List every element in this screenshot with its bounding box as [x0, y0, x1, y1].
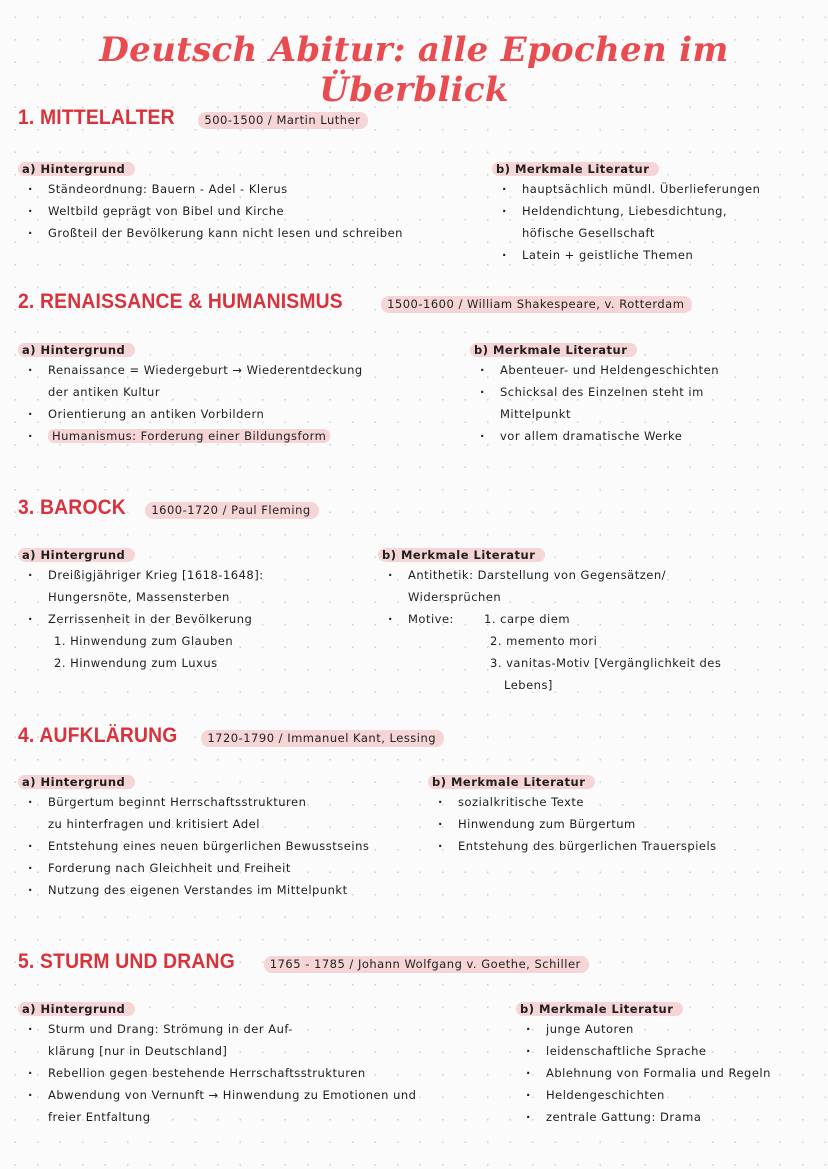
list-item: · Latein + geistliche Themen — [492, 244, 760, 266]
list-item: Widersprüchen — [408, 590, 502, 604]
list-item: · Nutzung des eigenen Verstandes im Mittelpunkt — [18, 879, 369, 901]
section-sturm-und-drang-merkmale — [516, 1002, 771, 1128]
subheading-merkmale: b) Merkmale Literatur — [470, 343, 637, 357]
section-barock-header — [18, 496, 319, 520]
list-item: · Sturm und Drang: Strömung in der Auf- — [18, 1018, 416, 1040]
section-mittelalter-merkmale — [492, 162, 760, 266]
list-item: · Orientierung an antiken Vorbildern — [18, 403, 363, 425]
subheading-merkmale: b) Merkmale Literatur — [378, 548, 545, 562]
section-barock-merkmale — [378, 548, 721, 696]
section-renaissance-header — [18, 290, 692, 314]
list-item: Mittelpunkt — [500, 407, 571, 421]
list-item: 1. Hinwendung zum Glauben — [54, 634, 234, 648]
list-item: · zentrale Gattung: Drama — [516, 1106, 771, 1128]
subheading-hintergrund: a) Hintergrund — [18, 548, 135, 562]
list-item: · Rebellion gegen bestehende Herrschaftsstrukturen — [18, 1062, 416, 1084]
section-title: 1. MITTELALTER — [18, 106, 175, 129]
section-renaissance-hintergrund — [18, 343, 363, 447]
list-item: · sozialkritische Texte — [428, 791, 717, 813]
section-sturm-und-drang-header — [18, 950, 589, 974]
list-item: klärung [nur in Deutschland] — [48, 1044, 228, 1058]
list-item: · Hinwendung zum Bürgertum — [428, 813, 717, 835]
list-item: der antiken Kultur — [48, 385, 161, 399]
list-item: · leidenschaftliche Sprache — [516, 1040, 771, 1062]
section-meta: 1600-1720 / Paul Fleming — [145, 502, 318, 519]
list-item: zu hinterfragen und kritisiert Adel — [48, 817, 260, 831]
list-item: · Heldendichtung, Liebesdichtung, — [492, 200, 760, 222]
list-item: höfische Gesellschaft — [522, 226, 655, 240]
list-item: · Weltbild geprägt von Bibel und Kirche — [18, 200, 403, 222]
list-item: · Antithetik: Darstellung von Gegensätzen/ — [378, 564, 721, 586]
list-item: 2. Hinwendung zum Luxus — [54, 656, 218, 670]
subheading-hintergrund: a) Hintergrund — [18, 343, 135, 357]
highlighted-text: Humanismus: Forderung einer Bildungsform — [48, 429, 330, 443]
page-title: Deutsch Abitur: alle Epochen im Überblick — [99, 30, 729, 110]
section-title: 3. BAROCK — [18, 496, 126, 519]
section-title: 5. STURM UND DRANG — [18, 950, 235, 973]
list-item: · Forderung nach Gleichheit und Freiheit — [18, 857, 369, 879]
list-item: · hauptsächlich mündl. Überlieferungen — [492, 178, 760, 200]
list-item: · Ablehnung von Formalia und Regeln — [516, 1062, 771, 1084]
list-item: · Abwendung von Vernunft → Hinwendung zu Emotionen und — [18, 1084, 416, 1106]
section-aufklaerung-hintergrund — [18, 775, 369, 901]
list-item — [18, 425, 363, 447]
list-item: · Renaissance = Wiedergeburt → Wiederentdeckung — [18, 359, 363, 381]
list-item: · Abenteuer- und Heldengeschichten — [470, 359, 719, 381]
list-item: · Großteil der Bevölkerung kann nicht lesen und schreiben — [18, 222, 403, 244]
list-item: · Schicksal des Einzelnen steht im — [470, 381, 719, 403]
section-meta: 1720-1790 / Immanuel Kant, Lessing — [201, 730, 444, 747]
list-item: · Bürgertum beginnt Herrschaftsstrukturen — [18, 791, 369, 813]
list-item: · Dreißigjähriger Krieg [1618-1648]: — [18, 564, 264, 586]
list-item: · Entstehung eines neuen bürgerlichen Bewusstseins — [18, 835, 369, 857]
subheading-merkmale: b) Merkmale Literatur — [428, 775, 595, 789]
list-item: freier Entfaltung — [48, 1110, 151, 1124]
list-item: 3. vanitas-Motiv [Vergänglichkeit des — [490, 656, 722, 670]
section-mittelalter-hintergrund — [18, 162, 403, 244]
section-title: 2. RENAISSANCE & HUMANISMUS — [18, 290, 343, 313]
section-meta: 500-1500 / Martin Luther — [198, 112, 368, 129]
section-aufklaerung-header — [18, 724, 444, 748]
list-item: · Ständeordnung: Bauern - Adel - Klerus — [18, 178, 403, 200]
list-item: 2. memento mori — [490, 634, 598, 648]
list-item: · Entstehung des bürgerlichen Trauerspiels — [428, 835, 717, 857]
list-item — [378, 608, 721, 630]
subheading-merkmale: b) Merkmale Literatur — [492, 162, 659, 176]
section-aufklaerung-merkmale — [428, 775, 717, 857]
list-item: · Heldengeschichten — [516, 1084, 771, 1106]
motive-label: Motive: — [408, 612, 454, 626]
list-item: Lebens] — [504, 678, 553, 692]
section-sturm-und-drang-hintergrund — [18, 1002, 416, 1128]
section-mittelalter-header — [18, 106, 368, 130]
subheading-hintergrund: a) Hintergrund — [18, 775, 135, 789]
list-item: · Zerrissenheit in der Bevölkerung — [18, 608, 264, 630]
subheading-hintergrund: a) Hintergrund — [18, 1002, 135, 1016]
list-item: · junge Autoren — [516, 1018, 771, 1040]
subheading-merkmale: b) Merkmale Literatur — [516, 1002, 683, 1016]
motive-item: 1. carpe diem — [484, 612, 571, 626]
section-title: 4. AUFKLÄRUNG — [18, 724, 178, 747]
subheading-hintergrund: a) Hintergrund — [18, 162, 135, 176]
list-item: · vor allem dramatische Werke — [470, 425, 719, 447]
section-meta: 1765 - 1785 / Johann Wolfgang v. Goethe, Schiller — [264, 956, 589, 973]
section-barock-hintergrund — [18, 548, 264, 674]
list-item: Hungersnöte, Massensterben — [48, 590, 230, 604]
section-renaissance-merkmale — [470, 343, 719, 447]
section-meta: 1500-1600 / William Shakespeare, v. Rotterdam — [381, 296, 692, 313]
